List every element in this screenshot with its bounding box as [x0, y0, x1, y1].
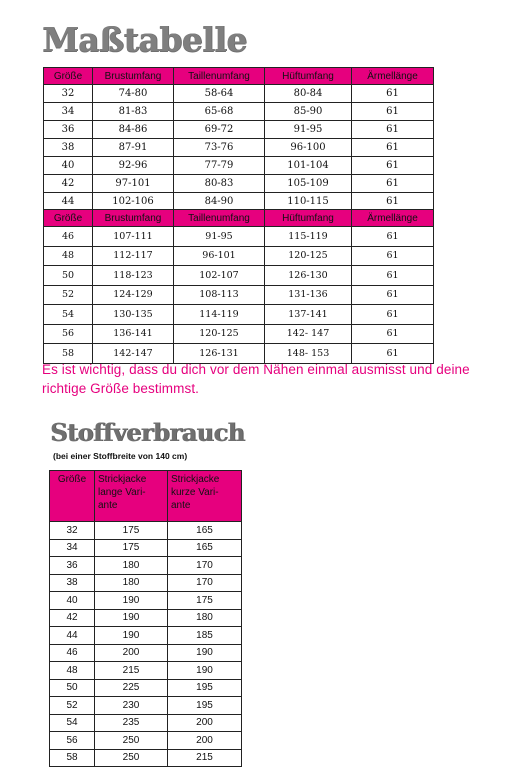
size-table-1-cell: 61: [352, 103, 434, 121]
size-table-2-cell: 107-111: [93, 227, 174, 247]
size-table-2-cell: 124-129: [93, 285, 174, 305]
fabric-table-header-cell: Größe: [50, 471, 95, 522]
size-table-2-cell: 114-119: [174, 305, 265, 325]
size-table-2-cell: 148- 153: [265, 344, 352, 364]
size-table-1-cell: 40: [44, 157, 93, 175]
size-table-2-cell: 58: [44, 344, 93, 364]
size-table-1-cell: 32: [44, 85, 93, 103]
fabric-table-cell: 215: [95, 662, 168, 680]
fabric-table-cell: 36: [50, 557, 95, 575]
size-table-2-cell: 61: [352, 285, 434, 305]
fabric-table-cell: 34: [50, 539, 95, 557]
size-table-1-cell: 87-91: [93, 139, 174, 157]
fabric-table-row: [50, 592, 242, 610]
size-table-1-header-cell: Taillenumfang: [174, 68, 265, 85]
fabric-table-cell: 180: [95, 574, 168, 592]
size-table-1-cell: 58-64: [174, 85, 265, 103]
size-table-1-row: [44, 103, 434, 121]
fabric-table-cell: 52: [50, 697, 95, 715]
fabric-table-cell: 54: [50, 714, 95, 732]
size-table-2-header-cell: Größe: [44, 210, 93, 227]
fabric-table-cell: 165: [168, 539, 242, 557]
fabric-table-cell: 58: [50, 749, 95, 767]
fabric-table-cell: 42: [50, 609, 95, 627]
fabric-table-cell: 195: [168, 679, 242, 697]
size-table-1-cell: 42: [44, 175, 93, 193]
size-table-2-cell: 115-119: [265, 227, 352, 247]
fabric-table-row: [50, 609, 242, 627]
size-table-1-body: [44, 85, 434, 211]
size-table-2-row: [44, 246, 434, 266]
size-table-1-cell: 92-96: [93, 157, 174, 175]
fabric-table-cell: 250: [95, 749, 168, 767]
size-table-2-header-cell: Brustumfang: [93, 210, 174, 227]
size-table-2-header-cell: Taillenumfang: [174, 210, 265, 227]
fabric-title: Stoffverbrauch: [50, 418, 245, 447]
size-table-2-header: [44, 210, 434, 227]
fabric-table-cell: 250: [95, 732, 168, 750]
fabric-table-cell: 190: [95, 609, 168, 627]
size-table-2-row: [44, 285, 434, 305]
size-table-2-header-cell: Hüftumfang: [265, 210, 352, 227]
fabric-table-cell: 165: [168, 522, 242, 540]
fabric-table-row: [50, 749, 242, 767]
size-table-2-cell: 61: [352, 324, 434, 344]
fabric-table-row: [50, 574, 242, 592]
fabric-table-cell: 190: [168, 662, 242, 680]
size-table-1-cell: 61: [352, 175, 434, 193]
fabric-table-cell: 175: [168, 592, 242, 610]
fabric-table-header-cell: Strickjacke lange Vari-ante: [95, 471, 168, 522]
size-table-2-cell: 120-125: [174, 324, 265, 344]
fabric-table-row: [50, 679, 242, 697]
size-table-1-cell: 102-106: [93, 193, 174, 211]
size-table-2-cell: 108-113: [174, 285, 265, 305]
size-table-2-cell: 52: [44, 285, 93, 305]
fabric-table-row: [50, 627, 242, 645]
size-table-2-cell: 102-107: [174, 266, 265, 286]
size-table-1-header-cell: Brustumfang: [93, 68, 174, 85]
fabric-table-cell: 56: [50, 732, 95, 750]
size-table-2-cell: 136-141: [93, 324, 174, 344]
fabric-table-row: [50, 539, 242, 557]
size-table-1-cell: 36: [44, 121, 93, 139]
size-table-2-header-cell: Ärmellänge: [352, 210, 434, 227]
fabric-table-cell: 44: [50, 627, 95, 645]
size-table-1-cell: 96-100: [265, 139, 352, 157]
size-table-2-cell: 61: [352, 266, 434, 286]
fabric-table-cell: 225: [95, 679, 168, 697]
size-table-2-cell: 91-95: [174, 227, 265, 247]
size-table-1-cell: 61: [352, 157, 434, 175]
size-table-2-cell: 61: [352, 305, 434, 325]
size-table-1-cell: 84-86: [93, 121, 174, 139]
fabric-subtitle: (bei einer Stoffbreite von 140 cm): [53, 451, 188, 461]
size-table-1-cell: 69-72: [174, 121, 265, 139]
size-table-1-cell: 91-95: [265, 121, 352, 139]
fabric-table-row: [50, 557, 242, 575]
size-table-1-cell: 61: [352, 121, 434, 139]
fabric-table-cell: 200: [168, 714, 242, 732]
size-table-2-cell: 56: [44, 324, 93, 344]
fabric-table-cell: 40: [50, 592, 95, 610]
size-table-2-row: [44, 266, 434, 286]
size-table-2-cell: 137-141: [265, 305, 352, 325]
size-table-2-row: [44, 305, 434, 325]
fabric-table-cell: 180: [168, 609, 242, 627]
size-table-2-row: [44, 227, 434, 247]
size-table-2-cell: 120-125: [265, 246, 352, 266]
fabric-table-cell: 180: [95, 557, 168, 575]
size-table-2-cell: 142-147: [93, 344, 174, 364]
size-table-1-cell: 73-76: [174, 139, 265, 157]
size-table-2-cell: 50: [44, 266, 93, 286]
size-table-1: [43, 67, 434, 211]
size-table-2-cell: 126-130: [265, 266, 352, 286]
size-table-2-body: [44, 227, 434, 364]
size-table-1-cell: 34: [44, 103, 93, 121]
fabric-table-cell: 170: [168, 574, 242, 592]
page-title: Maßtabelle: [42, 20, 247, 59]
size-table-1-cell: 85-90: [265, 103, 352, 121]
size-table-1-cell: 105-109: [265, 175, 352, 193]
fabric-table-row: [50, 732, 242, 750]
size-table-1-cell: 81-83: [93, 103, 174, 121]
size-table-1-cell: 101-104: [265, 157, 352, 175]
size-table-2-cell: 142- 147: [265, 324, 352, 344]
size-table-2-cell: 130-135: [93, 305, 174, 325]
fabric-table-cell: 200: [168, 732, 242, 750]
size-table-2-cell: 61: [352, 344, 434, 364]
size-table-1-cell: 61: [352, 193, 434, 211]
fabric-table-row: [50, 714, 242, 732]
size-table-1-cell: 110-115: [265, 193, 352, 211]
fabric-table-row: [50, 662, 242, 680]
size-table-1-row: [44, 85, 434, 103]
fabric-table-cell: 230: [95, 697, 168, 715]
fabric-table-cell: 46: [50, 644, 95, 662]
fabric-table-header-cell: Strickjacke kurze Vari-ante: [168, 471, 242, 522]
size-table-1-cell: 77-79: [174, 157, 265, 175]
size-table-2-cell: 48: [44, 246, 93, 266]
size-table-1-cell: 84-90: [174, 193, 265, 211]
fabric-table-cell: 215: [168, 749, 242, 767]
size-table-2-cell: 118-123: [93, 266, 174, 286]
size-table-1-header-cell: Hüftumfang: [265, 68, 352, 85]
fabric-table-cell: 190: [168, 644, 242, 662]
size-table-1-header-cell: Größe: [44, 68, 93, 85]
fabric-table-cell: 190: [95, 627, 168, 645]
size-table-1-cell: 61: [352, 85, 434, 103]
size-table-2-cell: 112-117: [93, 246, 174, 266]
fabric-table-row: [50, 522, 242, 540]
size-table-1-cell: 44: [44, 193, 93, 211]
fabric-table-cell: 175: [95, 522, 168, 540]
fabric-table-cell: 185: [168, 627, 242, 645]
fabric-table-row: [50, 697, 242, 715]
size-table-1-header: [44, 68, 434, 85]
size-table-1-row: [44, 121, 434, 139]
fabric-table: [49, 470, 242, 767]
size-table-2-cell: 54: [44, 305, 93, 325]
size-table-2-cell: 96-101: [174, 246, 265, 266]
size-table-1-row: [44, 175, 434, 193]
fabric-table-cell: 200: [95, 644, 168, 662]
fabric-table-cell: 235: [95, 714, 168, 732]
size-table-1-row: [44, 157, 434, 175]
fabric-table-cell: 38: [50, 574, 95, 592]
fabric-table-cell: 48: [50, 662, 95, 680]
size-table-2-cell: 61: [352, 246, 434, 266]
fabric-table-cell: 32: [50, 522, 95, 540]
size-table-2-cell: 131-136: [265, 285, 352, 305]
size-table-1-row: [44, 139, 434, 157]
size-table-2-cell: 126-131: [174, 344, 265, 364]
fabric-table-cell: 175: [95, 539, 168, 557]
fabric-table-header: [50, 471, 242, 522]
size-table-1-cell: 80-83: [174, 175, 265, 193]
size-table-1-cell: 61: [352, 139, 434, 157]
fabric-table-cell: 190: [95, 592, 168, 610]
size-table-1-cell: 65-68: [174, 103, 265, 121]
fabric-table-cell: 50: [50, 679, 95, 697]
size-table-1-cell: 97-101: [93, 175, 174, 193]
size-table-1-cell: 80-84: [265, 85, 352, 103]
measurement-note: Es ist wichtig, dass du dich vor dem Nähen einmal ausmisst und deine richtige Größe bestimmst.: [42, 362, 470, 396]
size-table-2-cell: 46: [44, 227, 93, 247]
fabric-table-body: [50, 522, 242, 767]
size-table-2-cell: 61: [352, 227, 434, 247]
size-table-1-cell: 74-80: [93, 85, 174, 103]
fabric-table-row: [50, 644, 242, 662]
size-table-1-row: [44, 193, 434, 211]
size-table-1-cell: 38: [44, 139, 93, 157]
fabric-table-cell: 170: [168, 557, 242, 575]
size-table-1-header-cell: Ärmellänge: [352, 68, 434, 85]
size-table-2-row: [44, 324, 434, 344]
size-table-2: [43, 209, 434, 364]
fabric-table-cell: 195: [168, 697, 242, 715]
